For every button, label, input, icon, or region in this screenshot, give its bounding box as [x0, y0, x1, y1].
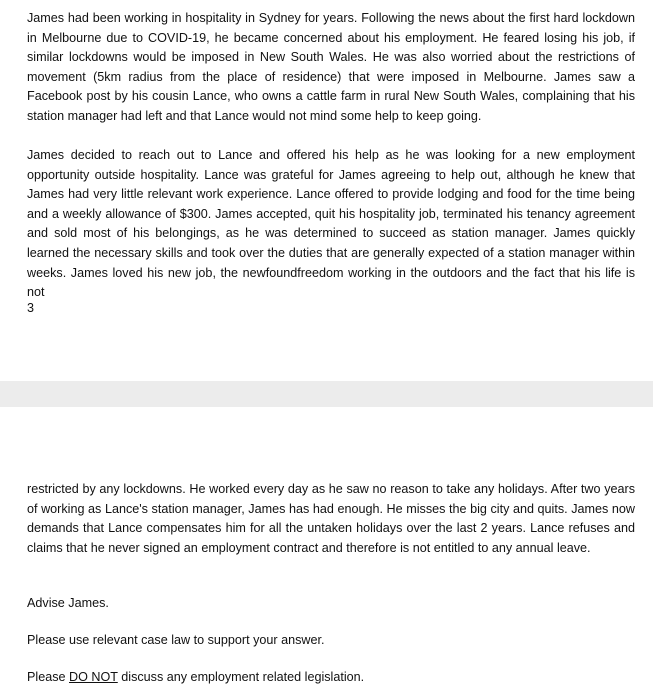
do-not-emphasis: DO NOT: [69, 670, 118, 684]
instruction-line: [27, 668, 364, 688]
advise-line: Advise James.: [27, 596, 109, 610]
document-page-bottom: [0, 407, 653, 700]
page-number: 3: [27, 301, 35, 315]
paragraph-1: James had been working in hospitality in Sydney for years. Following the news about the first hard lockdown in Melbourne due to COVID-19, he became concerned about his employment. He feared losing his job, if similar lockdowns would be imposed in New South Wales. He was also worried about the restrictions of movement (5km radius from the place of residence) that were imposed in Melbourne. James saw a Facebook post by his cousin Lance, who owns a cattle farm in rural New South Wales, complaining that his station manager had left and that Lance would not mind some help to keep going.: [27, 11, 635, 123]
instruction-prefix: Please: [27, 670, 66, 684]
paragraph-2: James decided to reach out to Lance and offered his help as he was looking for a new employment opportunity outside hospitality. Lance was grateful for James agreeing to help out, although he knew that James had very little relevant work experience. Lance offered to provide lodging and food for the time being and a weekly allowance of $300. James accepted, quit his hospitality job, terminated his tenancy agreement and sold most of his belongings, as he was determined to succeed as station manager. James quickly learned the necessary skills and took over the duties that are generally expected of a station manager within weeks. James loved his new job, the newfoundfreedom working in the outdoors and the fact that his life is not: [27, 148, 635, 300]
paragraph-3: restricted by any lockdowns. He worked every day as he saw no reason to take any holidays. After two years of working as Lance's station manager, James has had enough. He misses the big city and quits. James now demands that Lance compensates him for all the untaken holidays over the last 2 years. Lance refuses and claims that he never signed an employment contract and therefore is not entitled to any annual leave.: [27, 482, 635, 555]
instruction-suffix: discuss any employment related legislation.: [117, 670, 365, 684]
page-break-gap: [0, 381, 653, 407]
case-law-line: Please use relevant case law to support your answer.: [27, 633, 325, 647]
